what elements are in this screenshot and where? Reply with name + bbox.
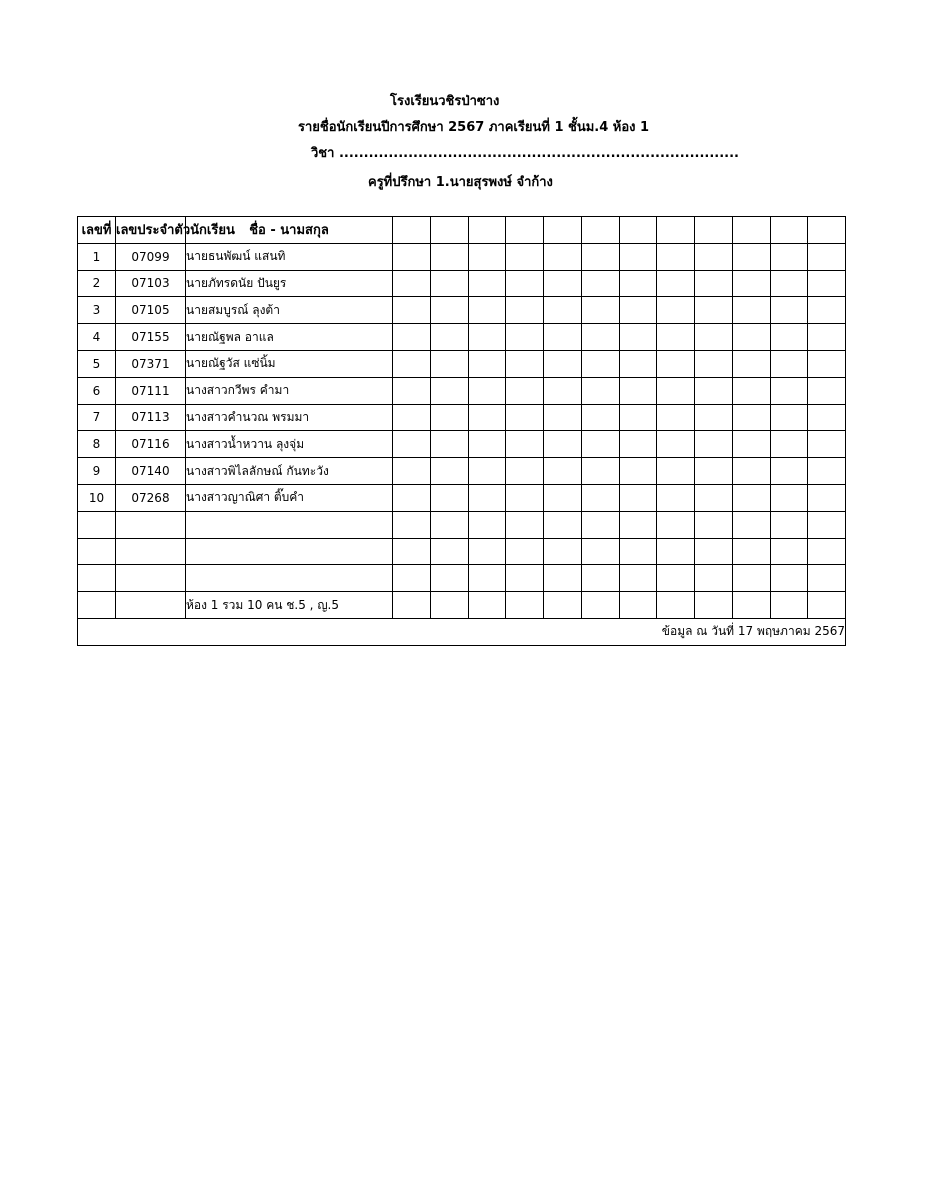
blank-cell	[430, 350, 468, 377]
empty-id-cell	[116, 592, 186, 619]
blank-cell	[770, 350, 808, 377]
student-name: นางสาวคำนวณ พรมมา	[186, 404, 393, 431]
blank-cell	[544, 297, 582, 324]
student-number: 5	[78, 350, 116, 377]
blank-cell	[581, 484, 619, 511]
blank-cell	[808, 243, 846, 270]
blank-cell	[544, 377, 582, 404]
blank-cell	[808, 565, 846, 592]
blank-cell	[581, 404, 619, 431]
blank-cell	[393, 592, 431, 619]
empty-number-cell	[78, 538, 116, 565]
list-title: รายชื่อนักเรียนปีการศึกษา 2567 ภาคเรียนที่ 1 ชั้นม.4 ห้อง 1	[298, 120, 650, 135]
blank-cell	[506, 350, 544, 377]
blank-cell	[393, 377, 431, 404]
blank-cell	[619, 377, 657, 404]
student-id: 07111	[116, 377, 186, 404]
student-id: 07155	[116, 324, 186, 351]
table-header-row	[78, 217, 846, 244]
table-row	[78, 484, 846, 511]
blank-cell	[544, 324, 582, 351]
student-number: 10	[78, 484, 116, 511]
blank-cell	[468, 270, 506, 297]
blank-cell	[393, 484, 431, 511]
blank-cell	[770, 538, 808, 565]
blank-cell	[732, 538, 770, 565]
blank-cell	[732, 565, 770, 592]
table-row	[78, 297, 846, 324]
student-number: 6	[78, 377, 116, 404]
student-id: 07103	[116, 270, 186, 297]
blank-cell	[695, 350, 733, 377]
blank-cell	[581, 565, 619, 592]
blank-cell	[393, 538, 431, 565]
blank-cell	[808, 324, 846, 351]
blank-cell	[393, 565, 431, 592]
blank-cell	[468, 377, 506, 404]
blank-cell	[506, 324, 544, 351]
blank-cell	[581, 324, 619, 351]
blank-cell	[393, 243, 431, 270]
blank-cell	[430, 565, 468, 592]
blank-cell	[695, 511, 733, 538]
student-name: นางสาวพิไลลักษณ์ กันทะวัง	[186, 458, 393, 485]
student-number: 8	[78, 431, 116, 458]
blank-cell	[544, 538, 582, 565]
blank-cell	[657, 404, 695, 431]
blank-cell	[506, 270, 544, 297]
blank-cell	[468, 297, 506, 324]
blank-cell	[430, 377, 468, 404]
header-student-id: เลขประจำตัวนักเรียน	[116, 217, 186, 244]
blank-cell	[544, 431, 582, 458]
blank-cell	[732, 297, 770, 324]
blank-cell	[430, 592, 468, 619]
blank-cell	[695, 592, 733, 619]
advisor-line: ครูที่ปรึกษา 1.นายสุรพงษ์ จำก้าง	[368, 175, 553, 190]
blank-cell	[506, 297, 544, 324]
blank-cell	[506, 565, 544, 592]
empty-row	[78, 538, 846, 565]
blank-cell	[808, 404, 846, 431]
blank-cell	[657, 538, 695, 565]
student-roster-table	[77, 216, 846, 646]
table-row	[78, 377, 846, 404]
student-name: นายธนพัฒน์ แสนทิ	[186, 243, 393, 270]
blank-cell	[506, 592, 544, 619]
blank-cell	[506, 458, 544, 485]
student-id: 07371	[116, 350, 186, 377]
blank-cell	[732, 270, 770, 297]
blank-cell	[430, 431, 468, 458]
blank-cell	[732, 431, 770, 458]
data-date-note: ข้อมูล ณ วันที่ 17 พฤษภาคม 2567	[78, 618, 846, 645]
blank-cell	[695, 484, 733, 511]
blank-cell	[619, 511, 657, 538]
blank-cell	[506, 484, 544, 511]
blank-cell	[393, 404, 431, 431]
blank-cell	[430, 404, 468, 431]
blank-cell	[695, 431, 733, 458]
blank-cell	[732, 350, 770, 377]
blank-cell	[619, 243, 657, 270]
empty-row	[78, 565, 846, 592]
blank-cell	[732, 484, 770, 511]
blank-cell	[770, 324, 808, 351]
header-blank-cell	[695, 217, 733, 244]
blank-cell	[695, 458, 733, 485]
blank-cell	[732, 592, 770, 619]
summary-row	[78, 592, 846, 619]
student-name: นางสาวญาณิศา ติ๊บคำ	[186, 484, 393, 511]
blank-cell	[808, 538, 846, 565]
student-number: 9	[78, 458, 116, 485]
table-row	[78, 350, 846, 377]
student-number: 2	[78, 270, 116, 297]
class-summary: ห้อง 1 รวม 10 คน ช.5 , ญ.5	[186, 592, 393, 619]
blank-cell	[581, 538, 619, 565]
blank-cell	[619, 270, 657, 297]
blank-cell	[732, 243, 770, 270]
header-blank-cell	[770, 217, 808, 244]
table-row	[78, 270, 846, 297]
empty-id-cell	[116, 565, 186, 592]
blank-cell	[581, 511, 619, 538]
blank-cell	[657, 297, 695, 324]
blank-cell	[544, 243, 582, 270]
blank-cell	[468, 350, 506, 377]
blank-cell	[430, 270, 468, 297]
blank-cell	[732, 324, 770, 351]
blank-cell	[544, 511, 582, 538]
blank-cell	[619, 431, 657, 458]
empty-number-cell	[78, 511, 116, 538]
blank-cell	[506, 538, 544, 565]
blank-cell	[695, 565, 733, 592]
blank-cell	[619, 297, 657, 324]
student-name: นางสาวกวีพร คำมา	[186, 377, 393, 404]
blank-cell	[430, 538, 468, 565]
blank-cell	[544, 565, 582, 592]
blank-cell	[393, 431, 431, 458]
blank-cell	[468, 404, 506, 431]
header-blank-cell	[808, 217, 846, 244]
empty-name-cell	[186, 511, 393, 538]
blank-cell	[581, 243, 619, 270]
header-name: ชื่อ - นามสกุล	[186, 217, 393, 244]
blank-cell	[695, 324, 733, 351]
table-row	[78, 458, 846, 485]
blank-cell	[808, 484, 846, 511]
table-row	[78, 243, 846, 270]
header-number: เลขที่	[78, 217, 116, 244]
student-name: นายสมบูรณ์ ลุงต้า	[186, 297, 393, 324]
empty-number-cell	[78, 592, 116, 619]
blank-cell	[657, 377, 695, 404]
blank-cell	[695, 297, 733, 324]
blank-cell	[808, 297, 846, 324]
footer-row	[78, 618, 846, 645]
blank-cell	[770, 297, 808, 324]
blank-cell	[619, 484, 657, 511]
header-blank-cell	[619, 217, 657, 244]
blank-cell	[544, 592, 582, 619]
blank-cell	[619, 324, 657, 351]
blank-cell	[430, 324, 468, 351]
student-number: 3	[78, 297, 116, 324]
blank-cell	[393, 350, 431, 377]
empty-id-cell	[116, 538, 186, 565]
blank-cell	[695, 243, 733, 270]
blank-cell	[468, 431, 506, 458]
blank-cell	[657, 458, 695, 485]
blank-cell	[581, 377, 619, 404]
blank-cell	[468, 243, 506, 270]
blank-cell	[732, 377, 770, 404]
student-name: นายภัทรดนัย ปันยูร	[186, 270, 393, 297]
blank-cell	[506, 243, 544, 270]
subject-line: วิชา .................................................................................	[311, 146, 739, 161]
blank-cell	[657, 565, 695, 592]
blank-cell	[393, 458, 431, 485]
blank-cell	[506, 511, 544, 538]
header-blank-cell	[468, 217, 506, 244]
student-id: 07116	[116, 431, 186, 458]
student-name: นายณัฐวัส แซ่นิ้ม	[186, 350, 393, 377]
blank-cell	[732, 458, 770, 485]
blank-cell	[732, 511, 770, 538]
blank-cell	[581, 431, 619, 458]
blank-cell	[544, 484, 582, 511]
blank-cell	[657, 243, 695, 270]
student-name: นายณัฐพล อาแล	[186, 324, 393, 351]
empty-id-cell	[116, 511, 186, 538]
blank-cell	[695, 538, 733, 565]
student-id: 07105	[116, 297, 186, 324]
student-number: 7	[78, 404, 116, 431]
table-row	[78, 431, 846, 458]
blank-cell	[544, 458, 582, 485]
blank-cell	[770, 484, 808, 511]
blank-cell	[657, 431, 695, 458]
student-number: 1	[78, 243, 116, 270]
blank-cell	[619, 538, 657, 565]
blank-cell	[581, 270, 619, 297]
blank-cell	[544, 350, 582, 377]
blank-cell	[770, 377, 808, 404]
header-blank-cell	[544, 217, 582, 244]
blank-cell	[657, 350, 695, 377]
blank-cell	[657, 484, 695, 511]
blank-cell	[770, 270, 808, 297]
empty-name-cell	[186, 565, 393, 592]
blank-cell	[430, 297, 468, 324]
blank-cell	[430, 243, 468, 270]
student-id: 07099	[116, 243, 186, 270]
blank-cell	[430, 458, 468, 485]
blank-cell	[808, 350, 846, 377]
blank-cell	[581, 297, 619, 324]
empty-row	[78, 511, 846, 538]
blank-cell	[581, 458, 619, 485]
blank-cell	[770, 458, 808, 485]
blank-cell	[393, 511, 431, 538]
blank-cell	[581, 592, 619, 619]
header-blank-cell	[581, 217, 619, 244]
blank-cell	[732, 404, 770, 431]
blank-cell	[393, 324, 431, 351]
blank-cell	[506, 377, 544, 404]
blank-cell	[770, 511, 808, 538]
school-name: โรงเรียนวชิรป่าซาง	[390, 94, 500, 109]
blank-cell	[619, 350, 657, 377]
header-blank-cell	[657, 217, 695, 244]
blank-cell	[619, 458, 657, 485]
blank-cell	[468, 324, 506, 351]
blank-cell	[695, 270, 733, 297]
blank-cell	[808, 270, 846, 297]
student-id: 07113	[116, 404, 186, 431]
blank-cell	[544, 270, 582, 297]
student-id: 07140	[116, 458, 186, 485]
blank-cell	[506, 431, 544, 458]
blank-cell	[695, 377, 733, 404]
blank-cell	[770, 565, 808, 592]
blank-cell	[808, 592, 846, 619]
header-blank-cell	[430, 217, 468, 244]
blank-cell	[657, 270, 695, 297]
blank-cell	[393, 297, 431, 324]
blank-cell	[657, 592, 695, 619]
blank-cell	[468, 565, 506, 592]
blank-cell	[808, 458, 846, 485]
blank-cell	[619, 565, 657, 592]
table-row	[78, 324, 846, 351]
empty-number-cell	[78, 565, 116, 592]
empty-name-cell	[186, 538, 393, 565]
blank-cell	[770, 243, 808, 270]
header-blank-cell	[732, 217, 770, 244]
blank-cell	[770, 592, 808, 619]
table-row	[78, 404, 846, 431]
blank-cell	[393, 270, 431, 297]
blank-cell	[657, 324, 695, 351]
blank-cell	[506, 404, 544, 431]
blank-cell	[468, 538, 506, 565]
blank-cell	[619, 592, 657, 619]
blank-cell	[657, 511, 695, 538]
blank-cell	[770, 431, 808, 458]
student-name: นางสาวน้ำหวาน ลุงจุ่ม	[186, 431, 393, 458]
blank-cell	[770, 404, 808, 431]
blank-cell	[808, 431, 846, 458]
student-id: 07268	[116, 484, 186, 511]
blank-cell	[430, 484, 468, 511]
blank-cell	[695, 404, 733, 431]
blank-cell	[619, 404, 657, 431]
blank-cell	[430, 511, 468, 538]
blank-cell	[581, 350, 619, 377]
blank-cell	[808, 377, 846, 404]
header-blank-cell	[506, 217, 544, 244]
blank-cell	[468, 511, 506, 538]
blank-cell	[468, 484, 506, 511]
header-blank-cell	[393, 217, 431, 244]
blank-cell	[808, 511, 846, 538]
blank-cell	[468, 458, 506, 485]
blank-cell	[468, 592, 506, 619]
student-number: 4	[78, 324, 116, 351]
blank-cell	[544, 404, 582, 431]
